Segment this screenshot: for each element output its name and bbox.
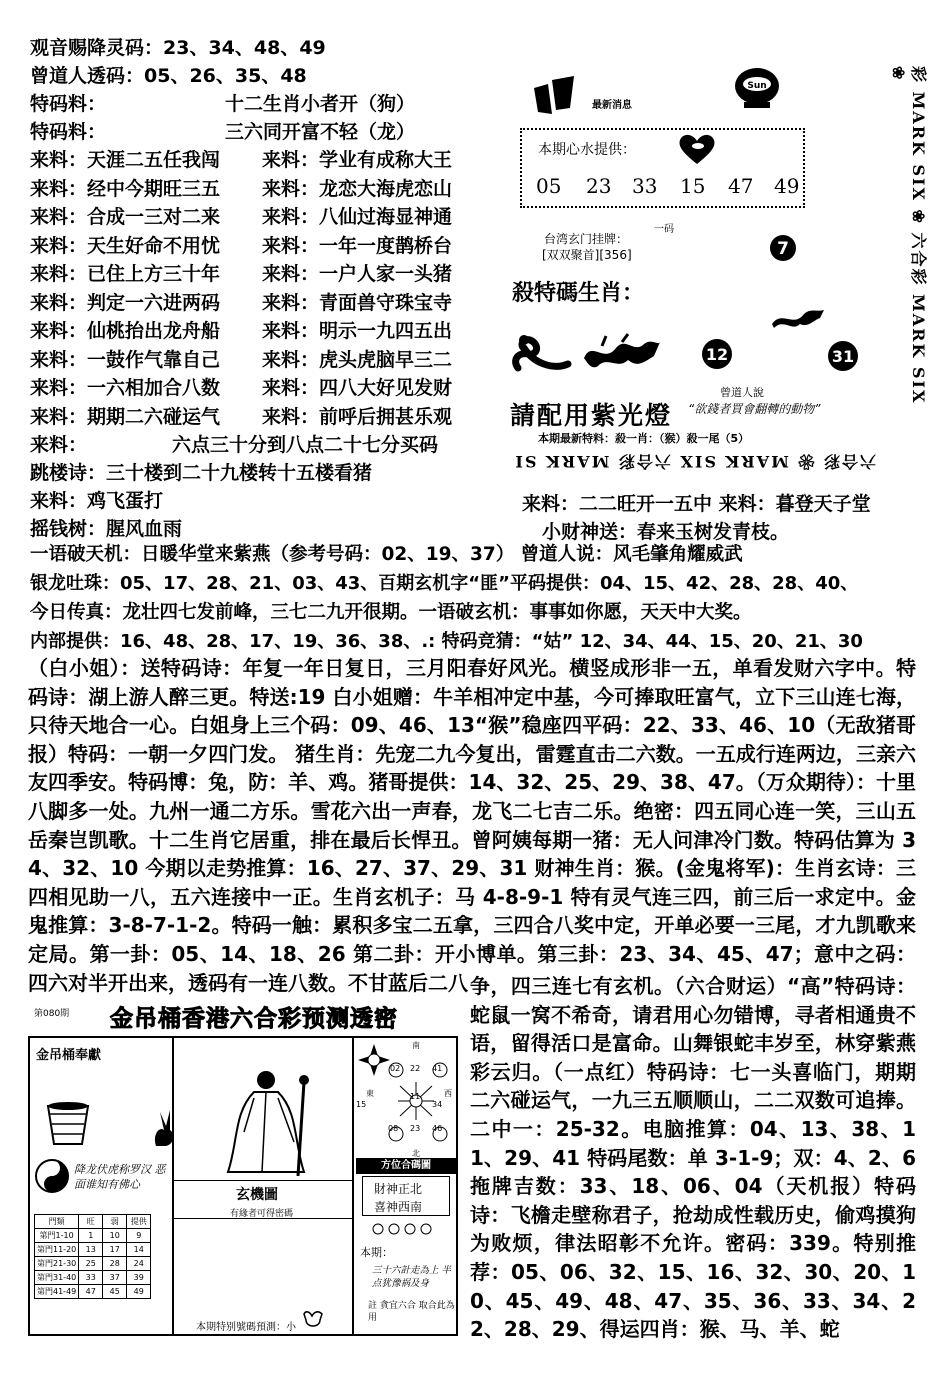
news-number: 47 xyxy=(728,174,754,198)
couplet-left: 天涯二五任我闯 xyxy=(87,149,221,171)
wheel-number: 08 xyxy=(388,1124,399,1133)
couplet-prefix: 来料： xyxy=(30,263,88,285)
line-jifei: 来料：鸡飞蛋打 xyxy=(30,490,164,512)
table-row xyxy=(35,1229,151,1243)
couplet-left: 天生好命不用忧 xyxy=(87,234,221,257)
couplet-prefix: 来料： xyxy=(30,177,88,200)
news-number: 23 xyxy=(586,174,612,198)
table-cell: 第門31-40 xyxy=(35,1271,79,1285)
table-cell: 14 xyxy=(127,1243,151,1257)
fangwei-title: 方位合碼圖 xyxy=(356,1158,456,1174)
brand-side: 彩 MARK SIX ❀ 六合彩 MARK SIX ❀ xyxy=(889,66,928,405)
seven-text: 7 xyxy=(777,239,789,259)
table-row xyxy=(35,1285,151,1299)
bottom-divider xyxy=(352,1036,354,1336)
wheel-number: 34 xyxy=(432,1100,443,1109)
couplet-right: 明示一九四五出 xyxy=(319,320,453,342)
heart-label: 本期心水提供： xyxy=(538,142,636,158)
table-cell: 17 xyxy=(103,1243,127,1257)
line-guanyin: 观音赐降灵码：23、34、48、49 xyxy=(30,37,326,59)
couplet-prefix: 来料： xyxy=(262,348,320,371)
couplet-prefix: 来料： xyxy=(30,291,88,314)
couplet-right: 龙恋大海虎恋山 xyxy=(319,177,453,200)
couplet-left: 合成一三对二来 xyxy=(87,206,221,228)
zone-table xyxy=(34,1214,151,1299)
line-jump-poem: 跳楼诗：三十楼到二十九楼转十五楼看猪 xyxy=(30,462,373,484)
table-header-cell: 旺 xyxy=(79,1215,103,1229)
wheel-number: 15 xyxy=(356,1100,367,1109)
couplet-right: 虎头虎脑早三二 xyxy=(319,348,453,371)
table-cell: 39 xyxy=(127,1271,151,1285)
line-yaoqian: 摇钱树：腥风血雨 xyxy=(30,518,183,540)
couplet-row xyxy=(30,146,452,174)
couplet-left: 期期二六碰运气 xyxy=(87,405,221,428)
couplet-left: 仙桃抬出龙舟船 xyxy=(87,320,221,342)
couplet-prefix: 来料： xyxy=(262,177,320,200)
wheel-number: 23 xyxy=(410,1124,421,1133)
xuanji-divider xyxy=(174,1218,352,1219)
couplet-left: 判定一六进两码 xyxy=(87,291,221,314)
flag-logo-icon xyxy=(530,74,580,118)
couplet-right: 一年一度鹊桥台 xyxy=(319,234,453,257)
couplet-right: 八仙过海显神通 xyxy=(319,206,453,228)
table-cell: 9 xyxy=(127,1229,151,1243)
couplet-right: 四八大好见发财 xyxy=(319,377,453,399)
wheel-number: 46 xyxy=(432,1124,443,1133)
couplet-row xyxy=(30,317,452,345)
immortal-figure-icon xyxy=(214,1062,324,1180)
table-cell: 第門11-20 xyxy=(35,1243,79,1257)
couplet-prefix: 来料： xyxy=(262,149,320,171)
news-label: 最新消息 xyxy=(592,100,632,111)
line-right-lailiao: 来料：二二旺开一五中 来料：暮登天子堂 xyxy=(522,493,871,515)
couplet-row xyxy=(30,289,452,317)
couplet-left: 一鼓作气靠自己 xyxy=(87,348,221,371)
num31-text: 31 xyxy=(831,347,855,366)
wheel-number: 22 xyxy=(410,1064,421,1073)
table-header-cell: 門類 xyxy=(35,1215,79,1229)
line-yiyu: 一语破天机：日暖华堂来紫燕（参考号码：02、19、37） 曾道人说：风毛肇角耀威武 xyxy=(30,544,743,565)
table-header-cell: 弱 xyxy=(103,1215,127,1229)
couplet-prefix: 来料： xyxy=(30,234,88,257)
xishen-label: 喜神西南 xyxy=(374,1200,423,1214)
couplet-prefix: 来料： xyxy=(262,405,320,428)
news-number: 49 xyxy=(774,174,800,198)
youyuan-label: 有緣者可得密碼 xyxy=(230,1209,294,1219)
couplet-prefix: 来料： xyxy=(262,320,320,342)
caishen-label: 財神正北 xyxy=(374,1182,423,1196)
table-cell: 第門1-10 xyxy=(35,1229,79,1243)
table-cell: 33 xyxy=(79,1271,103,1285)
table-cell: 49 xyxy=(127,1285,151,1299)
couplet-prefix: 来料： xyxy=(30,405,88,428)
couplet-prefix: 来料： xyxy=(262,234,320,257)
couplet-row xyxy=(30,374,452,402)
yinyang-icon xyxy=(34,1158,70,1194)
news-number: 05 xyxy=(536,174,562,198)
uv-lamp-text: 請配用紫光燈 xyxy=(510,401,673,430)
table-cell: 10 xyxy=(103,1229,127,1243)
couplet-row xyxy=(30,346,452,374)
zhu-text: 註 貪宜六合 取合此為用 xyxy=(368,1301,455,1323)
couplet-left: 已住上方三十年 xyxy=(87,263,221,285)
table-row xyxy=(35,1243,151,1257)
couplet-prefix: 来料： xyxy=(30,206,88,228)
couplet-right: 前呼后拥甚乐观 xyxy=(319,405,453,428)
seven-badge xyxy=(768,234,798,262)
news-number: 15 xyxy=(680,174,706,198)
table-cell: 28 xyxy=(103,1257,127,1271)
couplet-prefix: 来料： xyxy=(30,320,88,342)
direction-label: 南 xyxy=(412,1041,420,1050)
couplet-prefix: 来料： xyxy=(30,149,88,171)
line-time: 来料： 六点三十分到八点二十七分买码 xyxy=(30,434,439,456)
line-zengdaoren: 曾道人透码：05、26、35、48 xyxy=(30,65,307,87)
table-cell: 24 xyxy=(127,1257,151,1271)
couplet-prefix: 来料： xyxy=(30,377,88,399)
table-cell: 25 xyxy=(79,1257,103,1271)
couplet-prefix: 来料： xyxy=(262,377,320,399)
taiwan-label: 台湾玄门挂牌： xyxy=(544,232,629,246)
flowers-decoration-icon xyxy=(368,1220,448,1238)
couplet-prefix: 来料： xyxy=(30,348,88,371)
couplet-left: 一六相加合八数 xyxy=(87,377,221,399)
couplet-row xyxy=(30,203,452,231)
ox-icon xyxy=(300,1308,326,1332)
shuangshuang-label: [双双聚首][356] xyxy=(542,248,632,262)
kill-title: 殺特碼生肖： xyxy=(512,280,645,306)
couplet-row xyxy=(30,232,452,260)
line-xiaocai: 小财神送：春来玉树发青枝。 xyxy=(542,521,790,543)
bottom-title: 金吊桶香港六合彩预测透密 xyxy=(110,1005,398,1032)
zodiac-logo-icon xyxy=(732,64,782,112)
snake-icon xyxy=(510,330,572,374)
direction-label: 東 xyxy=(366,1089,374,1098)
dragon-small-icon xyxy=(770,306,826,332)
line-temaliao-2: 特码料： 三六同开富不轻（龙） xyxy=(30,121,416,143)
zeng-title: 曾道人說 xyxy=(720,386,764,399)
rabbit-icon xyxy=(150,1108,178,1148)
table-header-cell: 提供 xyxy=(127,1215,151,1229)
issue-number: 第080期 xyxy=(34,1009,70,1019)
xuanji-title: 玄機圖 xyxy=(236,1187,278,1203)
couplet-left: 经中今期旺三五 xyxy=(87,177,221,200)
couplet-prefix: 来料： xyxy=(262,206,320,228)
bucket-icon xyxy=(44,1100,92,1146)
direction-label: 北 xyxy=(412,1149,420,1158)
right-paragraph: 争，四三连七有玄机。（六合财运）“高”特码诗：蛇鼠一窝不希奇，请君用心勿错博，寻者相通贵不语，留得活口是富命。山舞银蛇丰岁至，林穿紫燕彩云归。（一点红）特码诗：七一头喜临门，期期二六碰运气，一九三五顺顺山，二二双数可追捧。二中一：25-32。电脑推算：04、13、38、11、29、41 特码尾数：单 3-1-9；双：4、2、6 拖牌吉数：33、18、06、04（天机报）特码诗：飞檐走壁称君子，抢劫成性载历史，偷鸡摸狗为败烦，律法昭彰不允许。密码：339。特别推荐：05、06、32、15、16、32、30、20、10、45、49、48、47、35、36、33、34、22、28、29、得运四肖：猴、马、羊、蛇 xyxy=(470,974,916,1342)
direction-label: 西 xyxy=(444,1089,452,1098)
couplet-right: 学业有成称大王 xyxy=(319,149,453,171)
jindiao-label: 金吊桶奉獻 xyxy=(36,1048,102,1063)
table-cell: 第門41-49 xyxy=(35,1285,79,1299)
yima-label: 一码 xyxy=(654,224,674,235)
badge-31 xyxy=(826,340,862,372)
couplet-prefix: 来料： xyxy=(262,263,320,285)
poem-left: 降龙伏虎称罗汉 恶面谁知有佛心 xyxy=(74,1163,166,1191)
wheel-number: 11 xyxy=(410,1092,421,1101)
ji-text: 三十六計走為上 半点犹豫祸及身 xyxy=(372,1265,452,1289)
couplet-row xyxy=(30,403,452,431)
table-cell: 37 xyxy=(103,1271,127,1285)
line-temaliao-1: 特码料： 十二生肖小者开（狗） xyxy=(30,93,416,115)
num12-text: 12 xyxy=(705,345,729,364)
dragon-icon xyxy=(582,334,662,374)
line-jinri: 今日传真：龙壮四七发前峰，三七二九开很期。一语破玄机：事事如你愿，天天中大奖。 xyxy=(30,602,752,623)
main-paragraph: （白小姐）：送特码诗：年复一年日复日，三月阳春好风光。横竖成形非一五，单看发财六字中。特码诗：湖上游人醉三更。特送:19 白小姐赠：牛羊相冲定中基，今可捧取旺富气，立下三山连七海，只待天地合一心。白姐身上三个码：09、46、13“猴”稳座四平码：22、33、46、10（无敌猪哥报）特码：一朝一夕四门发。 猪生肖：先宠二九今复出，雷霆直击二六数。一五成行连两边，三亲六友四季安。特码博：兔，防：羊、鸡。猪哥提供：14、32、25、29、38、47。（万众期待）：十里八脚多一处。九州一通二方乐。雪花六出一声春，龙飞二七吉二乐。绝密：四五同心连一笑，三山五岳秦岂凯歌。十二生肖它居重，排在最后长悍丑。曾阿姨每期一猪：无人问津冷门数。特码估算为 34、32、10 今期以走势推算：16、27、37、29、31 财神生肖：猴。(金鬼将军)：生肖玄诗：三四相见助一八，五六连接中一正。生肖玄机子：马 4-8-9-1 特有灵气连三四，前三后一求定中。金鬼推算：3-8-7-1-2。特码一触：累积多宝二五拿，三四合八奖中定，开单必要一三尾，才九凯歌来定局。第一卦：05、14、18、26 第二卦：开小博单。第三卦：23、34、45、47；意中之码：四六对半开出来，透码有一连八数。不甘蓝后二八 xyxy=(28,656,916,995)
table-cell: 1 xyxy=(79,1229,103,1243)
table-row xyxy=(35,1257,151,1271)
predict-label: 本期特别號碼預測：小 xyxy=(196,1322,296,1333)
couplet-prefix: 来料： xyxy=(262,291,320,314)
wheel-number: 02 xyxy=(390,1064,401,1073)
wheel-number: 41 xyxy=(432,1064,443,1073)
couplet-row xyxy=(30,175,452,203)
latest-special: 本期最新特料：殺一肖：（猴）殺一尾（5） xyxy=(538,432,750,445)
table-cell: 13 xyxy=(79,1243,103,1257)
table-cell: 45 xyxy=(103,1285,127,1299)
brand-bottom: 六合彩 ❀ MARK SIX 六合彩 MARK SI xyxy=(513,452,876,471)
svg-text:Sun: Sun xyxy=(747,81,767,91)
news-number: 33 xyxy=(632,174,658,198)
badge-12 xyxy=(700,338,736,370)
table-cell: 47 xyxy=(79,1285,103,1299)
heart-icon xyxy=(676,132,718,166)
line-neibu: 内部提供：16、48、28、17、19、36、38、.: 特码竞猜：“姑” 12、34、44、15、20、21、30 xyxy=(30,631,863,652)
line-yinlong: 银龙吐珠：05、17、28、21、03、43、百期玄机字“匪”平码提供：04、15、42、28、28、40、 xyxy=(30,573,859,594)
couplet-right: 一户人家一头猪 xyxy=(319,263,453,285)
zeng-quote: “欲錢者買會翻轉的動物” xyxy=(688,402,821,416)
table-row xyxy=(35,1271,151,1285)
benqi-label: 本期： xyxy=(360,1246,393,1259)
table-cell: 第門21-30 xyxy=(35,1257,79,1271)
couplet-row xyxy=(30,260,452,288)
couplet-right: 青面兽守珠宝寺 xyxy=(319,291,453,314)
